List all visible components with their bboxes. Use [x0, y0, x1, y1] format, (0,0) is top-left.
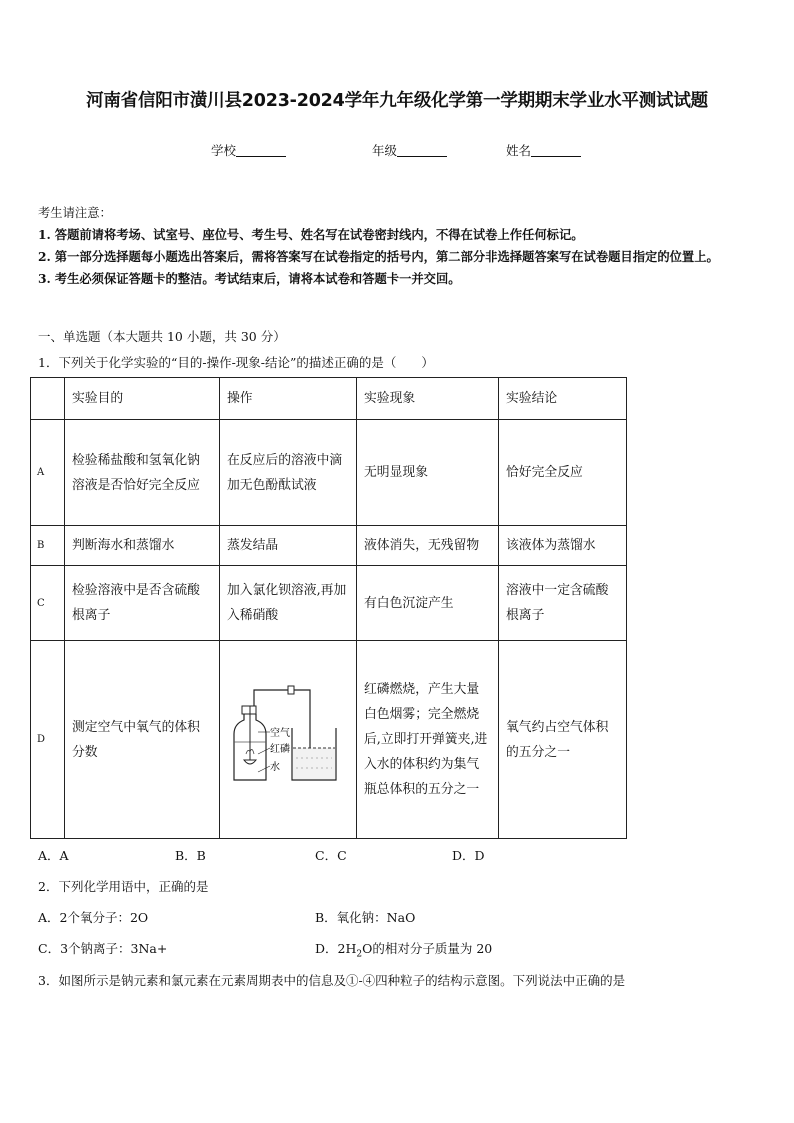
row-operation: 在反应后的溶液中滴加无色酚酞试液 [220, 420, 357, 526]
school-field [211, 141, 286, 159]
q2-option-d-sub: 2 [356, 949, 363, 960]
air-oxygen-apparatus-diagram [228, 680, 348, 790]
section-heading: 一、单选题（本大题共 10 小题，共 30 分） [38, 329, 286, 344]
row-conclusion: 该液体为蒸馏水 [499, 526, 627, 566]
row-label: C [31, 566, 65, 641]
q1-option-c[interactable]: C．C [315, 848, 347, 863]
note-2 [38, 246, 760, 268]
table-header-row [31, 378, 627, 420]
row-phenomenon: 无明显现象 [357, 420, 499, 526]
row-conclusion: 溶液中一定含硫酸根离子 [499, 566, 627, 641]
question-3-stem: 3．如图所示是钠元素和氯元素在元素周期表中的信息及①-④四种粒子的结构示意图。下列说法中正确的是 [38, 973, 626, 988]
name-field [506, 141, 581, 159]
q1-option-d[interactable]: D．D [452, 848, 485, 863]
row-phenomenon: 有白色沉淀产生 [357, 566, 499, 641]
row-operation [220, 641, 357, 839]
note-2-text: 第一部分选择题每小题选出答案后，需将答案写在试卷指定的括号内，第二部分非选择题答案写在试卷题目指定的位置上。 [54, 249, 719, 264]
grade-blank[interactable] [397, 144, 447, 157]
q1-option-b[interactable]: B．B [175, 848, 206, 863]
exam-title: 河南省信阳市潢川县2023-2024学年九年级化学第一学期期末学业水平测试试题 [86, 91, 708, 111]
row-phenomenon: 红磷燃烧，产生大量白色烟雾；完全燃烧后,立即打开弹簧夹,进入水的体积约为集气瓶总体积的五分之一 [357, 641, 499, 839]
table-row [31, 420, 627, 526]
q2-option-d-post: O的相对分子质量为 20 [362, 941, 493, 956]
note-3-text: 考生必须保证答题卡的整洁。考试结束后，请将本试卷和答题卡一并交回。 [54, 271, 461, 286]
grade-label: 年级 [372, 143, 398, 158]
note-2-number: 2. [38, 249, 51, 264]
label-air: 空气 [270, 728, 290, 739]
note-3-number: 3. [38, 271, 51, 286]
name-blank[interactable] [531, 144, 581, 157]
notes-heading: 考生请注意： [38, 206, 112, 220]
label-phosphorus: 红磷 [270, 744, 290, 755]
question-1-table [30, 377, 627, 839]
q2-option-b[interactable]: B．氧化钠：NaO [315, 910, 416, 925]
header-blank [31, 378, 65, 420]
row-conclusion: 恰好完全反应 [499, 420, 627, 526]
note-1-number: 1. [38, 227, 51, 242]
row-purpose: 检验溶液中是否含硫酸根离子 [65, 566, 220, 641]
note-1 [38, 224, 760, 246]
table-row [31, 566, 627, 641]
row-purpose: 检验稀盐酸和氢氧化钠溶液是否恰好完全反应 [65, 420, 220, 526]
row-operation: 蒸发结晶 [220, 526, 357, 566]
note-3 [38, 268, 760, 290]
grade-field [372, 141, 447, 159]
header-conclusion: 实验结论 [499, 378, 627, 420]
school-blank[interactable] [236, 144, 286, 157]
q2-option-d[interactable] [315, 939, 492, 960]
table-row [31, 641, 627, 839]
row-conclusion: 氧气约占空气体积的五分之一 [499, 641, 627, 839]
delivery-tube [254, 690, 310, 750]
row-label: A [31, 420, 65, 526]
row-phenomenon: 液体消失，无残留物 [357, 526, 499, 566]
table-row [31, 526, 627, 566]
row-operation: 加入氯化钡溶液,再加入稀硝酸 [220, 566, 357, 641]
stopper [242, 706, 256, 714]
row-label: B [31, 526, 65, 566]
q2-option-a[interactable]: A．2个氧分子：2O [38, 910, 149, 925]
label-water: 水 [270, 762, 280, 773]
note-1-text: 答题前请将考场、试室号、座位号、考生号、姓名写在试卷密封线内，不得在试卷上作任何标记。 [54, 227, 584, 242]
school-label: 学校 [211, 143, 237, 158]
row-label: D [31, 641, 65, 839]
q1-option-a[interactable]: A．A [38, 848, 69, 863]
header-purpose: 实验目的 [65, 378, 220, 420]
question-1-stem: 1．下列关于化学实验的“目的-操作-现象-结论”的描述正确的是（ ） [38, 355, 434, 370]
q2-option-c[interactable]: C．3个钠离子：3Na+ [38, 941, 168, 956]
spring-clip [288, 686, 294, 694]
header-operation: 操作 [220, 378, 357, 420]
q2-option-d-pre: D．2H [315, 941, 357, 956]
row-purpose: 判断海水和蒸馏水 [65, 526, 220, 566]
name-label: 姓名 [506, 143, 532, 158]
exam-notes [38, 203, 760, 290]
row-purpose: 测定空气中氧气的体积分数 [65, 641, 220, 839]
question-2-stem: 2．下列化学用语中，正确的是 [38, 879, 209, 894]
header-phenomenon: 实验现象 [357, 378, 499, 420]
